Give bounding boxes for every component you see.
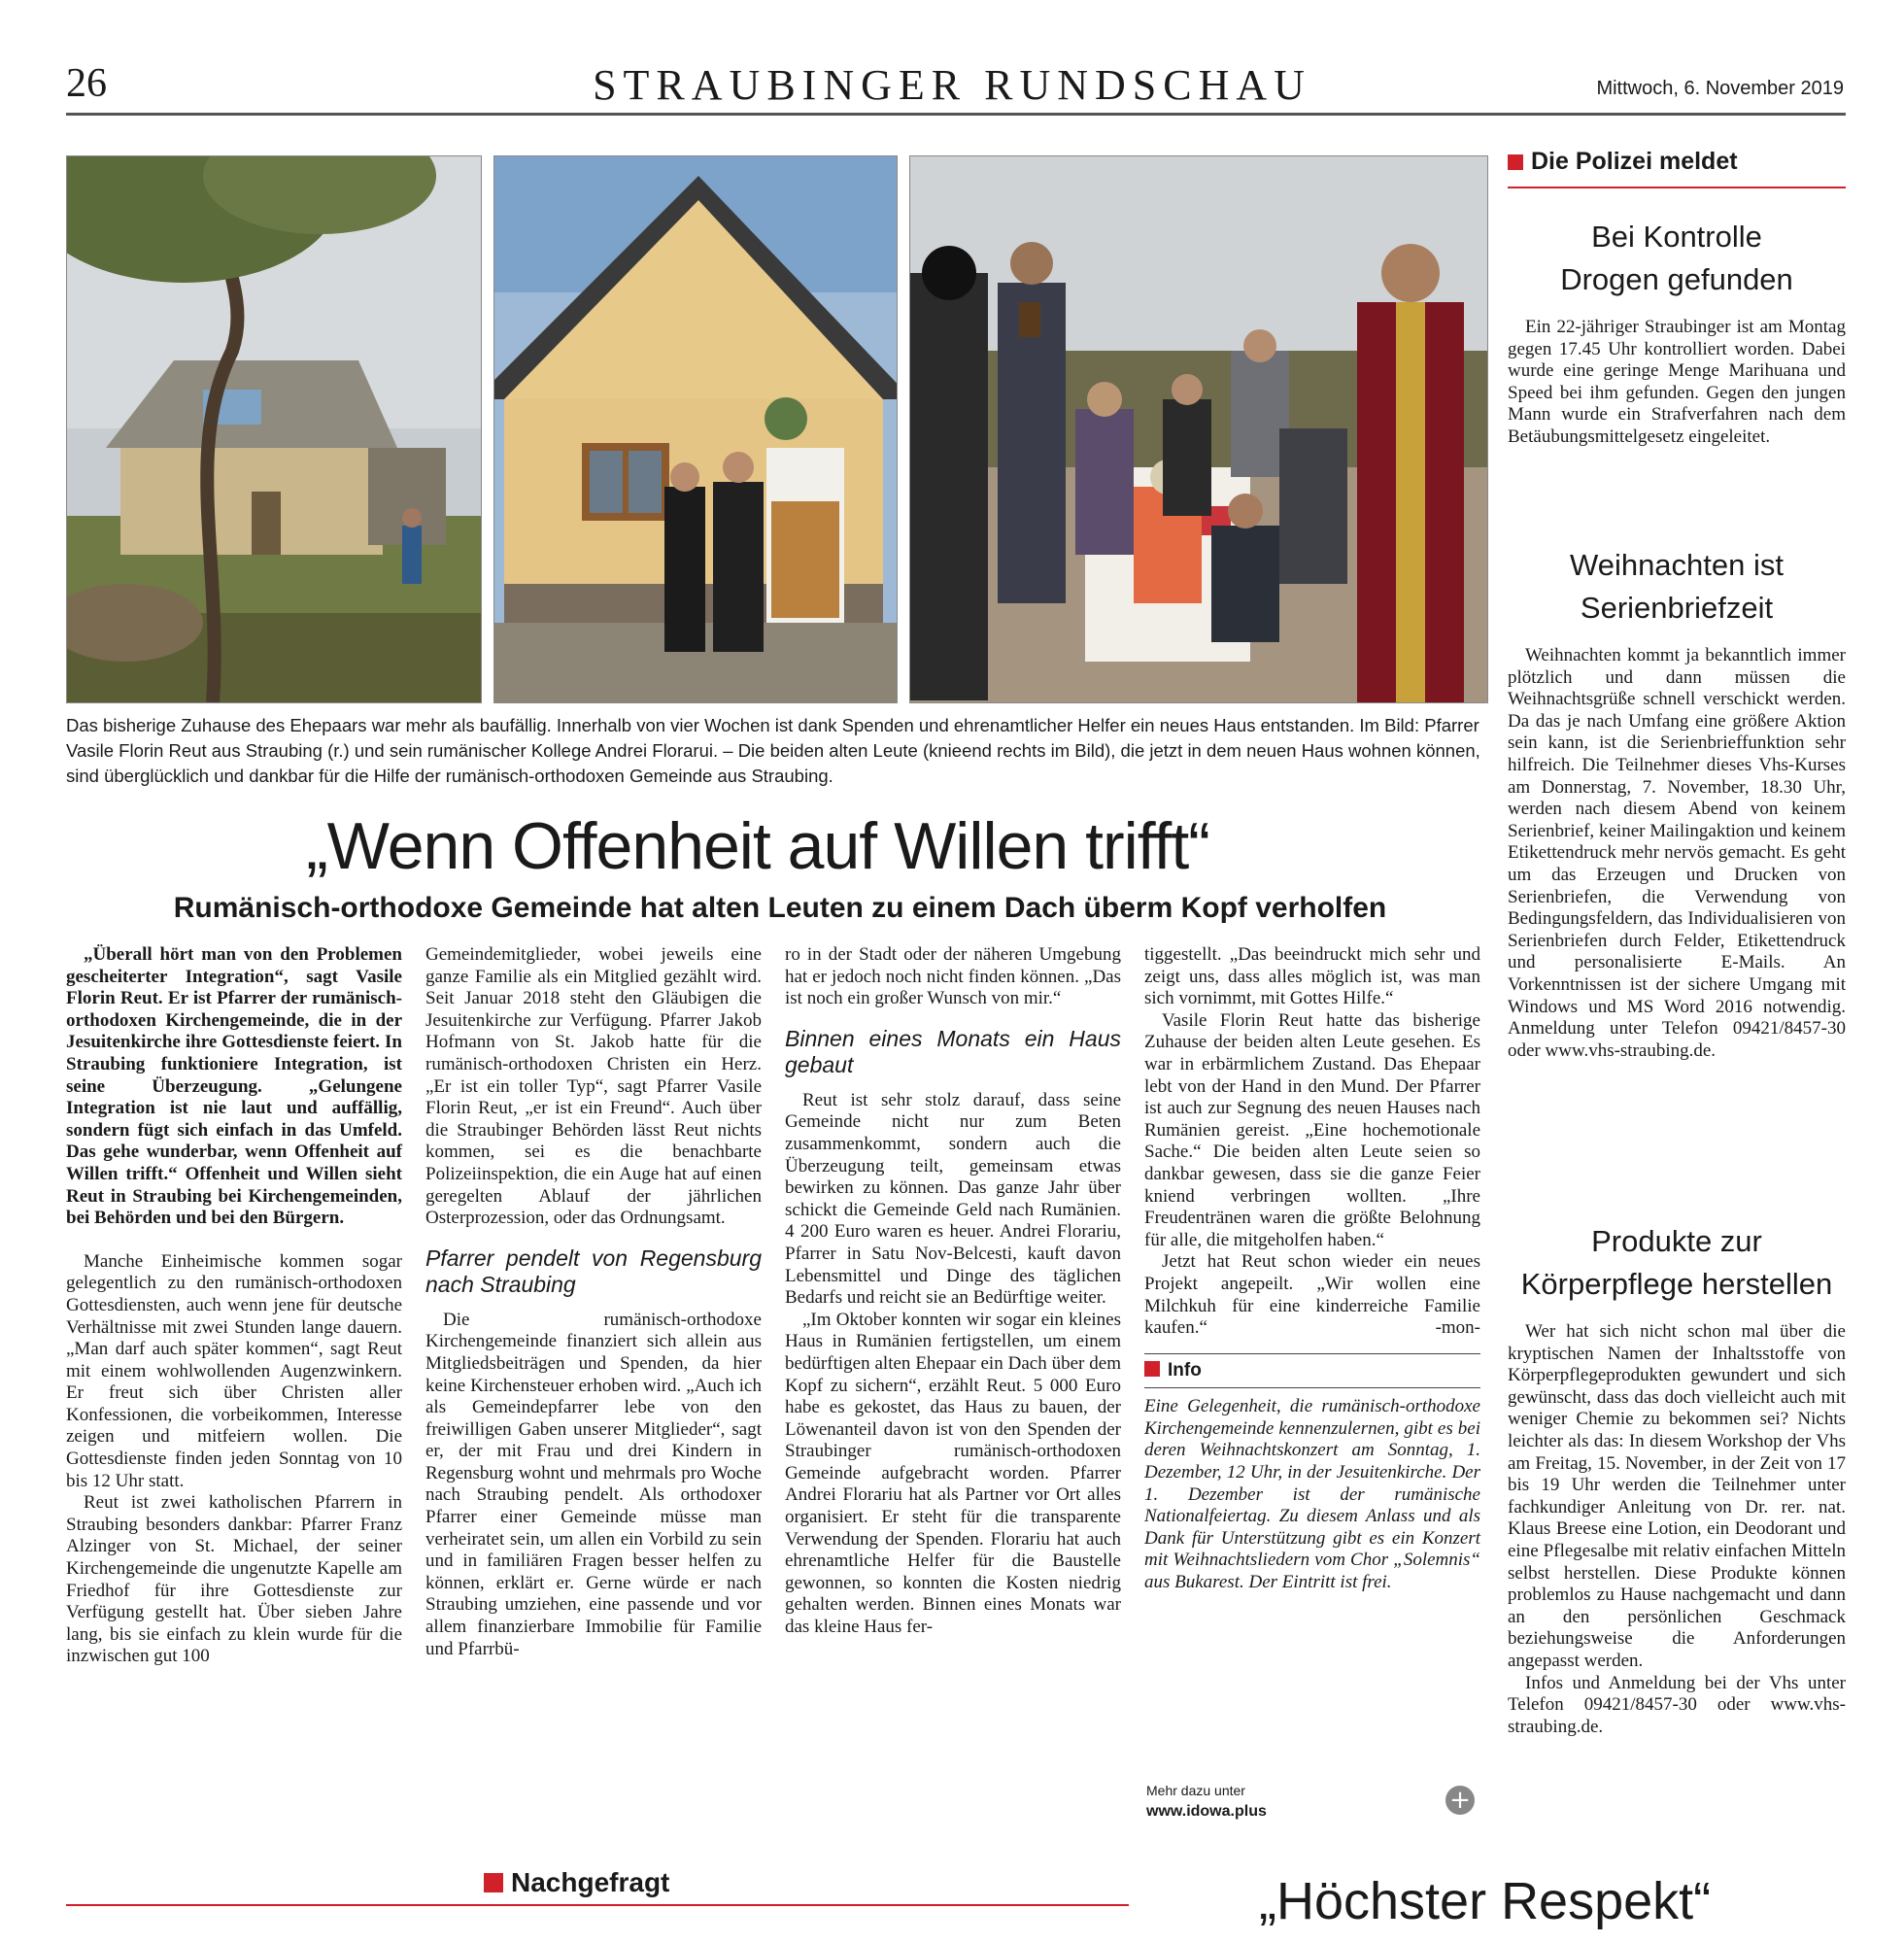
sidebar-story-title: Weihnachten ist Serienbriefzeit — [1570, 548, 1784, 625]
more-info-link[interactable]: www.idowa.plus — [1146, 1803, 1267, 1820]
article-column-1 — [66, 944, 402, 1668]
article-paragraph: tiggestellt. „Das beeindruckt mich sehr und zeigt uns, dass alles möglich ist, was man sich vornimmt, mit Gottes Hilfe.“ — [1144, 944, 1480, 1009]
article-paragraph: Jetzt hat Reut schon wieder ein neues Projekt angepeilt. „Wir wollen eine Milchkuh für eine kinderreiche Familie kaufen.“ -mon- — [1144, 1251, 1480, 1339]
section-rule — [66, 1904, 1129, 1906]
next-article-headline: „Höchster Respekt“ — [1259, 1872, 1712, 1930]
issue-date: Mittwoch, 6. November 2019 — [1596, 78, 1844, 99]
sidebar-section-title: Die Polizei meldet — [1508, 148, 1738, 176]
article-subheading: Pfarrer pendelt von Regensburg nach Straubing — [425, 1244, 762, 1297]
photo-blessing — [909, 155, 1488, 703]
sidebar-rule — [1508, 187, 1846, 188]
newspaper-name: STRAUBINGER RUNDSCHAU — [593, 61, 1311, 109]
photo-caption: Das bisherige Zuhause des Ehepaars war mehr als baufällig. Innerhalb von vier Wochen ist dank Spenden und ehrenamtlicher Helfer ein neues Haus entstanden. Im Bild: Pfarrer Vasile Florin Reut aus Straubing (r.) und sein rumänischer Kollege Andrei Florarui. – Die beiden alten Leute (knieend rechts im Bild), die jetzt in dem neuen Haus wohnen können, sind überglücklich und dankbar für die Hilfe der rumänisch-orthodoxen Gemeinde aus Straubing. — [66, 715, 1480, 786]
article-lead: „Überall hört man von den Problemen gescheiterter Integration“, sagt Vasile Florin Reut. Er ist Pfarrer der rumänisch-orthodoxen Kirchengemeinde, die in der Jesuitenkirche ihre Gottesdienste feiert. In Straubing funktioniere Integration, ist seine Überzeugung. „Gelungene Integration ist nie laut und auffällig, sondern fügt sich einfach in das Umfeld. Das gehe wunderbar, wenn Offenheit auf Willen trifft.“ Offenheit und Willen sieht Reut in Straubing bei Kirchengemeinden, bei Behörden und bei den Bürgern. — [66, 944, 402, 1229]
sidebar-story-text: Ein 22-jähriger Straubinger ist am Montag gegen 17.45 Uhr kontrolliert worden. Dabei wurde eine geringe Menge Marihuana und Speed bei ihm gefunden. Gegen den jungen Mann wurde ein Strafverfahren nach dem Betäubungsmittelgesetz eingeleitet. — [1508, 317, 1846, 447]
info-rule-top — [1144, 1353, 1480, 1354]
article-subheadline: Rumänisch-orthodoxe Gemeinde hat alten Leuten zu einem Dach überm Kopf verholfen — [173, 892, 1387, 924]
more-info-label: Mehr dazu unter — [1146, 1783, 1245, 1798]
article-column-2 — [425, 944, 762, 1660]
article-column-4 — [1144, 944, 1480, 1594]
page-number: 26 — [66, 61, 107, 106]
article-paragraph: Reut ist sehr stolz darauf, dass seine Gemeinde nicht nur zum Beten zusammenkommt, sondern auch die Überzeugung teilt, gemeinsam etwas bewirken zu können. Das ganze Jahr über schickt die Gemeinde Geld nach Rumänien. 4 200 Euro waren es heuer. Andrei Florariu, Pfarrer in Satu Nov-Belcesti, kauft davon Lebensmittel und Dinge des täglichen Bedarfs und reicht sie an Bedürftige weiter. — [785, 1089, 1121, 1309]
red-square-icon — [1144, 1361, 1160, 1377]
sidebar-story-text: Wer hat sich nicht schon mal über die kryptischen Namen der Inhaltsstoffe von Körperpflegeprodukten gewundert und sich gewünscht, dass das doch vielleicht auch mit weniger Chemie zu bekommen sei? Nichts leichter als das: In diesem Workshop der Vhs am Freitag, 15. November, in der Zeit von 17 bis 19 Uhr werden die Teilnehmer unter fachkundiger Anleitung von Dr. rer. nat. Klaus Breese eine Lotion, ein Deodorant und eine Pflegesalbe mit relativ einfachen Mitteln selbst herstellen. Diese Produkte können problemlos zu Hause nachgemacht und dann an den persönlichen Geschmack beziehungsweise die Anforderungen angepasst werden. Infos und Anmeldung bei der Vhs unter Telefon 09421/8457-30 oder www.vhs-straubing.de. — [1508, 1321, 1846, 1737]
article-column-3 — [785, 944, 1121, 1639]
info-label: Info — [1168, 1359, 1202, 1381]
article-subheading: Binnen eines Monats ein Haus gebaut — [785, 1025, 1121, 1077]
author-signature: -mon- — [1435, 1317, 1480, 1339]
article-paragraph: Die rumänisch-orthodoxe Kirchengemeinde finanziert sich allein aus Mitgliedsbeiträgen und Spenden, da hier keine Kirchensteuer erhoben wird. „Auch ich als Gemeindepfarrer lebe von den freiwilligen Gaben unserer Mitglieder“, sagt er, der mit Frau und drei Kindern in Regensburg wohnt und mehrmals pro Woche nach Straubing pendelt. Als orthodoxer Pfarrer einer Gemeinde müsse man verheiratet sein, um allen ein Vorbild zu sein und in familiären Fragen besser helfen zu können, erklärt er. Gerne würde er nach Straubing umziehen, eine passende und vor allem finanzierbare Immobilie für Familie und Pfarrbü- — [425, 1309, 762, 1659]
red-square-icon — [484, 1873, 503, 1892]
sidebar-story-text: Weihnachten kommt ja bekanntlich immer plötzlich und dann müssen die Weihnachtsgrüße schnell verschickt werden. Da das je nach Umfang eine größere Aktion sein kann, ist die Serienbrieffunktion sehr hilfreich. Die Teilnehmer dieses Vhs-Kurses am Donnerstag, 7. November, 18.30 Uhr, werden nach diesem Abend von keinem Serienbrief, keiner Mailingaktion und keinem Etikettendruck mehr nervös gemacht. Es geht um das Erzeugen und Drucken von Serienbriefen, die Verwendung von Bedingungsfeldern, das Individualisieren von Serienbriefen durch Felder, Etikettendruck und personalisierte E-Mails. An Vorkenntnissen ist der sichere Umgang mit Windows und MS Word 2016 notwendig. Anmeldung unter Telefon 09421/8457-30 oder www.vhs-straubing.de. — [1508, 645, 1846, 1061]
photo-new-house — [493, 155, 898, 703]
article-paragraph: Vasile Florin Reut hatte das bisherige Zuhause der beiden alten Leute gesehen. Es war in erbärmlichem Zustand. Das Ehepaar lebt von der Hand in den Mund. Der Pfarrer ist auch zur Segnung des neuen Hauses nach Rumänien gereist. „Eine hochemotionale Sache.“ Die beiden alten Leute seien so dankbar gewesen, dass sie die ganze Feier kniend verbringen wollten. „Ihre Freudentränen waren die größte Belohnung für alle, die mitgeholfen haben.“ — [1144, 1009, 1480, 1250]
section-nachgefragt: Nachgefragt — [484, 1867, 669, 1898]
info-text: Eine Gelegenheit, die rumänisch-orthodoxe Kirchengemeinde kennenzulernen, gibt es bei deren Weihnachtskonzert am Sonntag, 1. Dezember, 12 Uhr, in der Jesuitenkirche. Der 1. Dezember ist der rumänische Nationalfeiertag. Zu diesem Anlass und als Dank für Unterstützung gibt es ein Konzert mit Weihnachtsliedern vom Chor „Solemnis“ aus Bukarest. Der Eintritt ist frei. — [1144, 1396, 1480, 1593]
sidebar-story-title: Bei Kontrolle Drogen gefunden — [1560, 220, 1793, 296]
article-paragraph: Reut ist zwei katholischen Pfarrern in Straubing besonders dankbar: Pfarrer Franz Alzinger von St. Michael, der seiner Kirchengemeinde die ungenutzte Kapelle am Friedhof für ihre Gottesdienste zur Verfügung gestellt hat. Über sieben Jahre lang, bis sie einfach zu klein wurde für die inzwischen gut 100 — [66, 1492, 402, 1667]
sidebar-story-title: Produkte zur Körperpflege herstellen — [1520, 1224, 1833, 1301]
article-paragraph: Gemeindemitglieder, wobei jeweils eine ganze Familie als ein Mitglied gezählt wird. Seit Januar 2018 steht den Gläubigen die Jesuitenkirche zur Verfügung. Pfarrer Jakob Hofmann von St. Jakob hatte für die rumänisch-orthodoxen Christen ein Herz. „Er ist ein toller Typ“, sagt Pfarrer Vasile Florin Reut, „er ist ein Freund“. Auch über die Straubinger Behörden lässt Reut nichts kommen, sei es die benachbarte Polizeiinspektion, die ein Auge hat auf einen geregelten Ablauf der jährlichen Osterprozession, oder das Ordnungsamt. — [425, 944, 762, 1229]
article-paragraph: „Im Oktober konnten wir sogar ein kleines Haus in Rumänien fertigstellen, um einem bedürftigen alten Ehepaar ein Dach über dem Kopf zu sichern“, erzählt Reut. 5 000 Euro habe es gekostet, das Haus zu bauen, der Löwenanteil davon ist von den Spenden der Straubinger rumänisch-orthodoxen Gemeinde aufgebracht worden. Pfarrer Andrei Florariu hat als Partner vor Ort alles organisiert. Er steht für die transparente Verwendung der Spenden. Florariu hat auch ehrenamtliche Helfer für die Baustelle gewonnen, so konnten die Kosten niedrig gehalten werden. Binnen eines Monats war das kleine Haus fer- — [785, 1309, 1121, 1638]
article-paragraph: ro in der Stadt oder der näheren Umgebung hat er jedoch noch nicht finden können. „Das ist noch ein großer Wunsch von mir.“ — [785, 944, 1121, 1009]
article-paragraph: Manche Einheimische kommen sogar gelegentlich zu den rumänisch-orthodoxen Gottesdiensten, auch wenn jene für deutsche Verhältnisse mit zwei Stunden lange dauern. „Man darf auch später kommen“, sagt Reut mit einem wohlwollenden Augenzwinkern. Er freut sich über Christen aller Konfessionen, die vorbeikommen, Interesse zeigen und mitfeiern wollen. Die Gottesdienste finden jeden Sonntag von 10 bis 12 Uhr statt. — [66, 1250, 402, 1491]
plus-circle-icon[interactable]: + — [1445, 1786, 1475, 1815]
red-square-icon — [1508, 154, 1523, 170]
photo-old-house — [66, 155, 482, 703]
article-headline: „Wenn Offenheit auf Willen trifft“ — [306, 809, 1209, 883]
info-box-header — [1144, 1360, 1480, 1382]
header-rule — [66, 113, 1846, 116]
info-rule — [1144, 1387, 1480, 1388]
more-info — [1146, 1780, 1267, 1823]
